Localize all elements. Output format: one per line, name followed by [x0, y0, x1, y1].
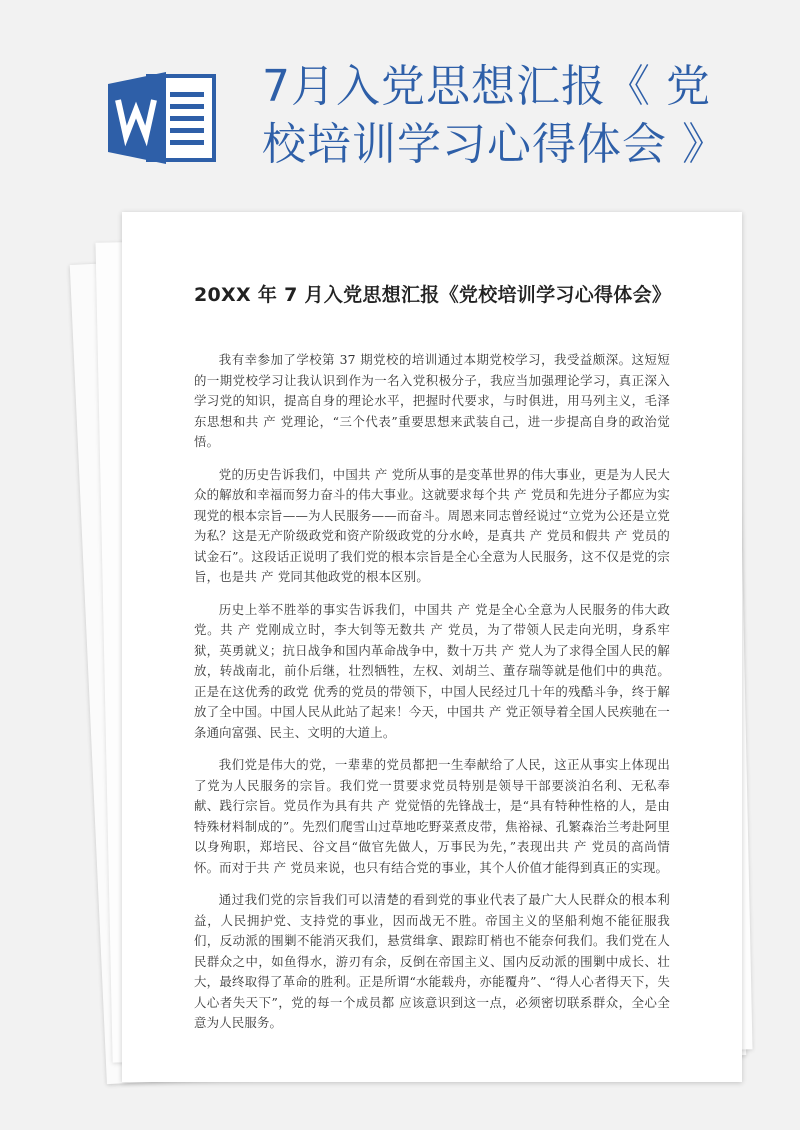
header-title: [262, 58, 782, 174]
paragraph: 我有幸参加了学校第 37 期党校的培训通过本期党校学习，我受益颇深。这短短的一期党校学习让我认识到作为一名入党积极分子，我应当加强理论学习，真正深入学习党的知识，提高自身的理论水平，把握时代要求，与时俱进，用马列主义，毛泽东思想和共 产 党理论，“三个代表”重要思想来武装自己，进一步提高自身的政治觉悟。: [194, 352, 670, 449]
header-title-line1: 7月入党思想汇报《 党: [262, 61, 711, 112]
header-title-line2: 校培训学习心得体会 》: [262, 119, 727, 170]
document-title: 20XX 年 7 月入党思想汇报《党校培训学习心得体会》: [194, 284, 672, 306]
paragraph: 党的历史告诉我们，中国共 产 党所从事的是变革世界的伟大事业，更是为人民大众的解放和幸福而努力奋斗的伟大事业。这就要求每个共 产 党员和先进分子都应为实现党的根本宗旨——为人民服务——而奋斗。周恩来同志曾经说过“立党为公还是立党为私？这是无产阶级政党和资产阶级政党的分水岭，是真共 产 党员和假共 产 党员的试金石”。这段话正说明了我们党的根本宗旨是全心全意为人民服务，这不仅是党的宗旨，也是共 产 党同其他政党的根本区别。: [194, 466, 670, 584]
paragraph: 我们党是伟大的党，一辈辈的党员都把一生奉献给了人民，这正从事实上体现出了党为人民服务的宗旨。我们党一贯要求党员特别是领导干部要淡泊名利、无私奉献、践行宗旨。党员作为具有共 产 党觉悟的先锋战士，是“具有特种性格的人，是由特殊材料制成的”。先烈们爬雪山过草地吃野菜煮皮带，焦裕禄、孔繁森治兰考赴阿里以身殉职，郑培民、谷文昌“做官先做人，万事民为先，”表现出共 产 党员的高尚情怀。而对于共 产 党员来说，也只有结合党的事业，其个人价值才能得到真正的实现。: [194, 757, 670, 875]
paragraph: 通过我们党的宗旨我们可以清楚的看到党的事业代表了最广大人民群众的根本利益，人民拥护党、支持党的事业，因而战无不胜。帝国主义的坚船利炮不能征服我们，反动派的围剿不能消灭我们，悬赏缉拿、跟踪盯梢也不能奈何我们。我们党在人民群众之中，如鱼得水，游刃有余，反倒在帝国主义、国内反动派的围剿中成长、壮大，最终取得了革命的胜利。正是所谓“水能载舟，亦能覆舟”、“得人心者得天下，失人心者失天下”，党的每一个成员都 应该意识到这一点，必须密切联系群众，全心全意为人民服务。: [194, 892, 670, 1030]
page-header: [0, 0, 800, 200]
word-document-icon: [108, 72, 218, 164]
document-page: [122, 212, 742, 1082]
document-body: [194, 350, 670, 1046]
paragraph: 历史上举不胜举的事实告诉我们，中国共 产 党是全心全意为人民服务的伟大政党。共 产 党刚成立时，李大钊等无数共 产 党员，为了带领人民走向光明，身系牢狱，英勇就义；抗日战争和国内革命战争中，数十万共 产 党人为了求得全国人民的解放，转战南北，前仆后继，壮烈牺牲，左权、刘胡兰、董存瑞等就是他们中的典范。正是在这优秀的政党 优秀的党员的带领下，中国人民经过几十年的残酷斗争，终于解放了全中国。中国人民从此站了起来！今天，中国共 产 党正领导着全国人民疾驰在一条通向富强、民主、文明的大道上。: [194, 601, 670, 740]
